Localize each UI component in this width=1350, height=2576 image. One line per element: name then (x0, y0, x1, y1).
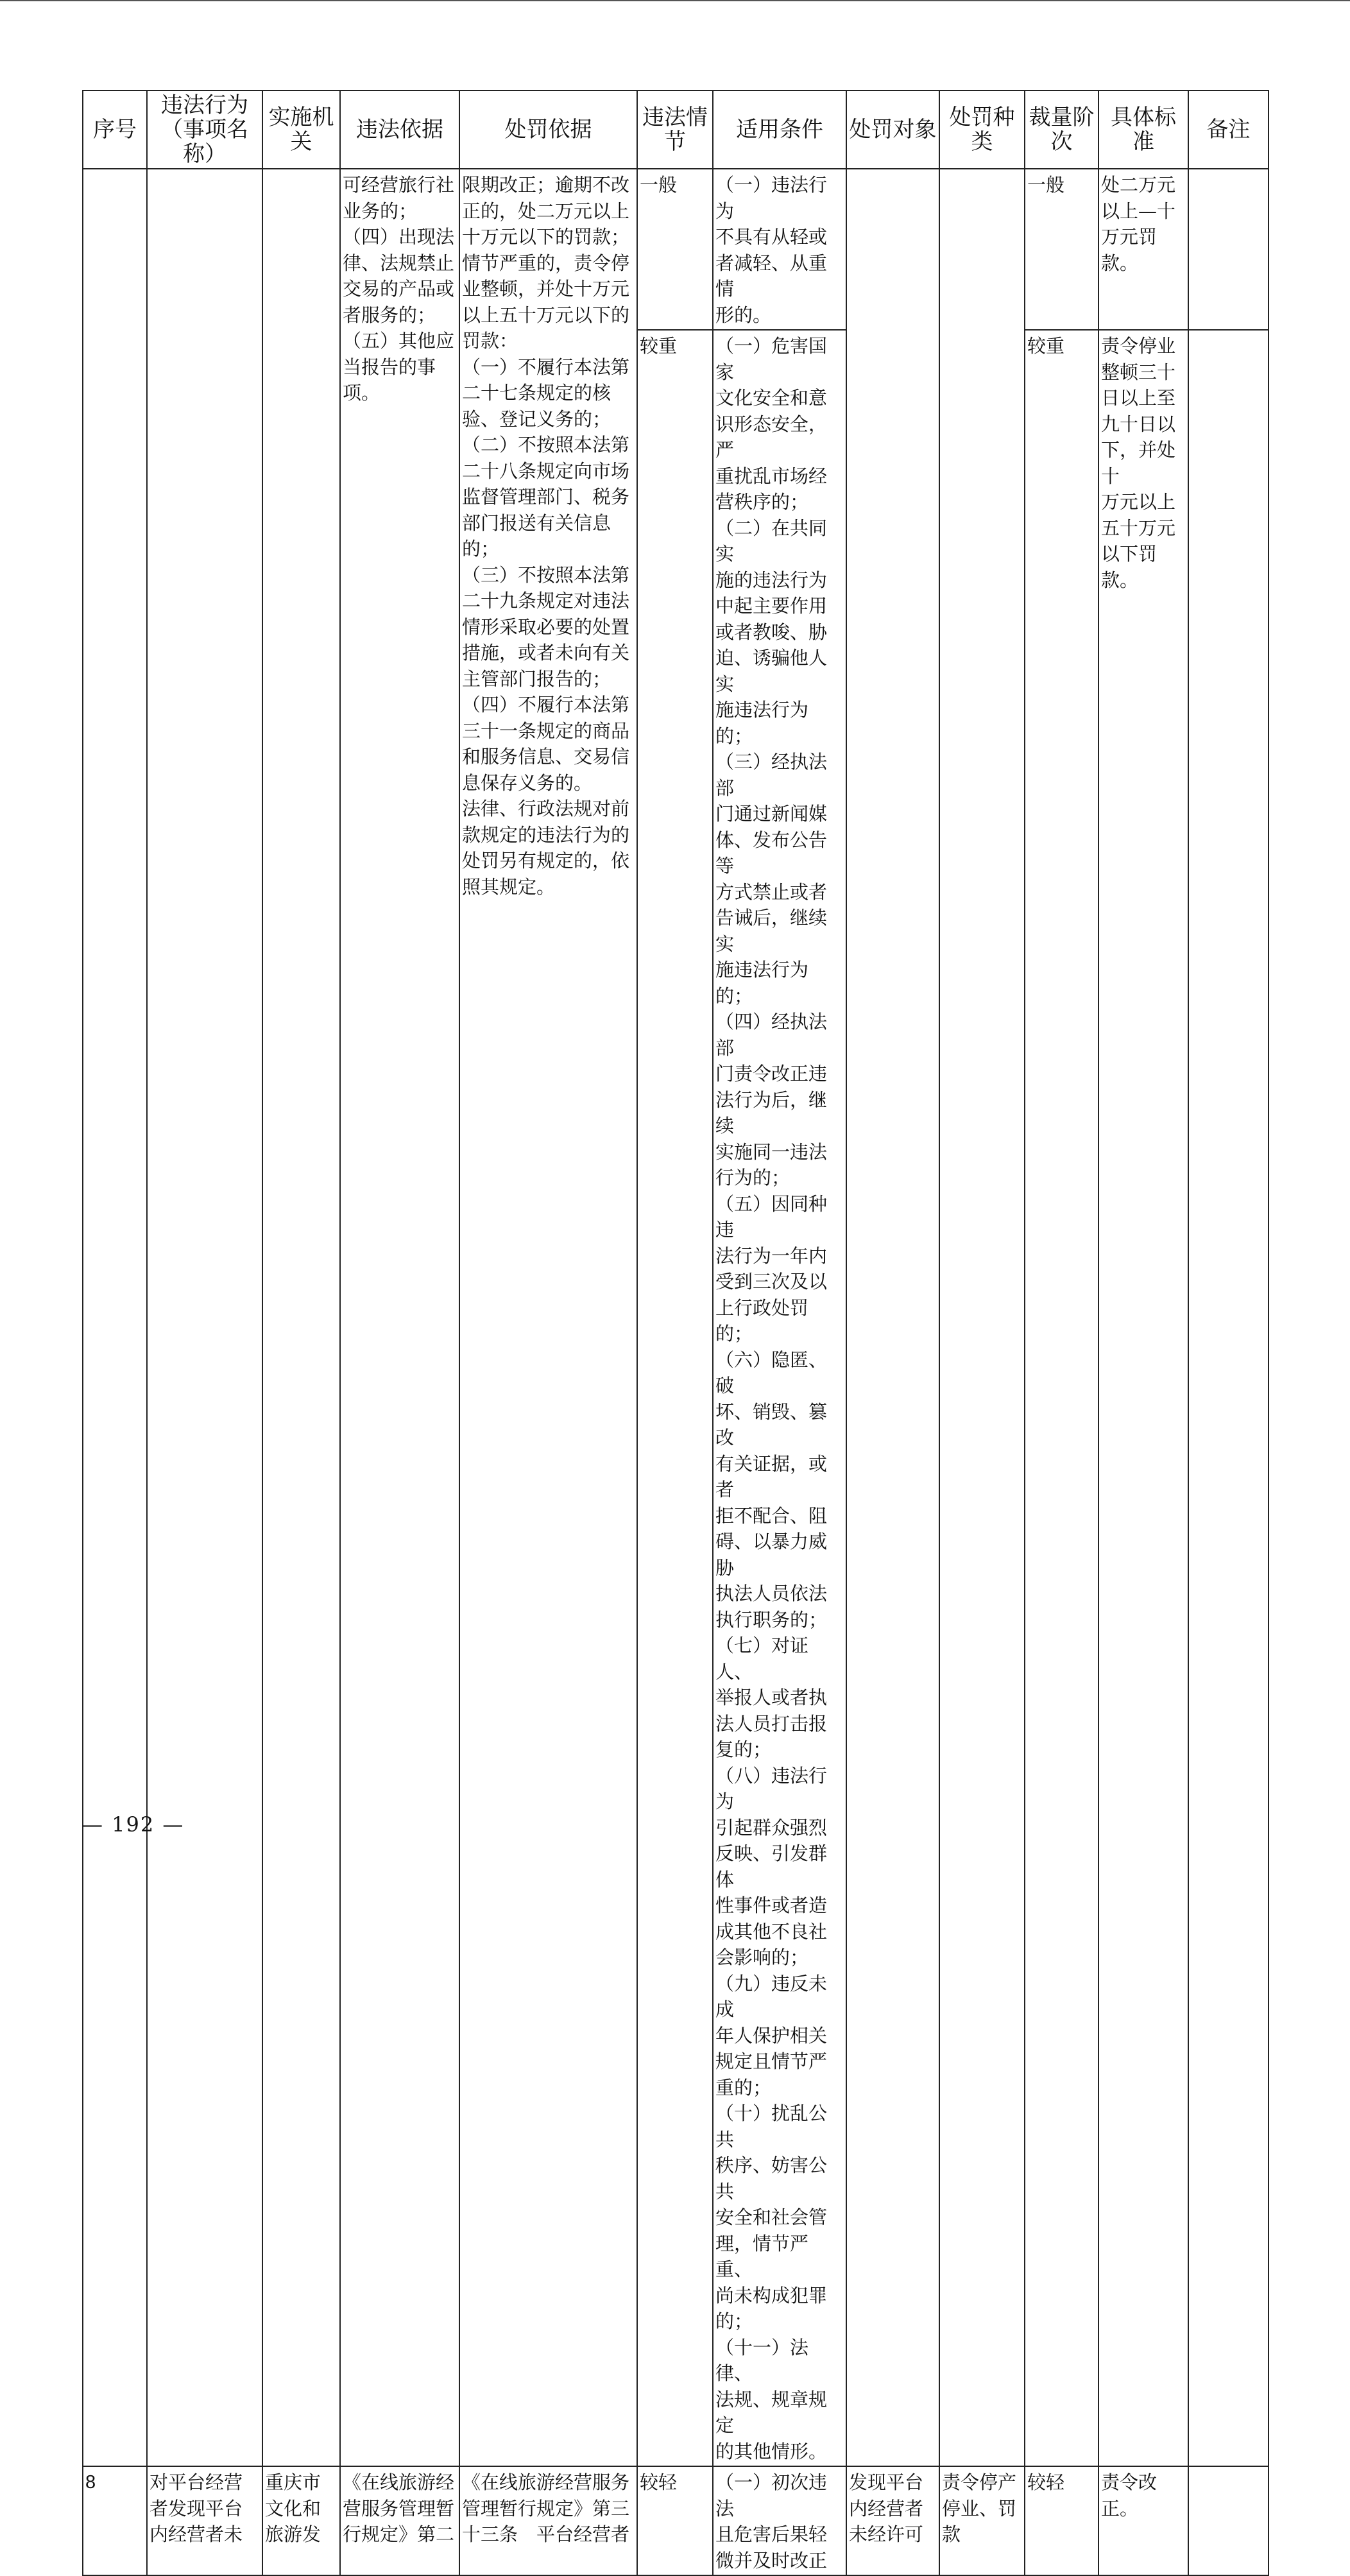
condition-line: 中起主要作用 (715, 595, 828, 617)
standard-line: 日以上至 (1101, 387, 1176, 409)
condition-line: 门责令改正违 (715, 1063, 828, 1085)
condition-line: 者减轻、从重情 (715, 252, 828, 300)
violation-basis-line: 交易的产品或 (343, 278, 455, 300)
header-violation (147, 90, 262, 169)
penalty-basis-line: 罚款： (462, 330, 518, 352)
cell-number-continued (83, 169, 147, 2466)
condition-line: 安全和社会管 (715, 2206, 828, 2228)
cell-level: 较轻 (1025, 2466, 1098, 2575)
cell-standard-serious (1098, 330, 1188, 2466)
cell-number: 8 (83, 2466, 147, 2575)
header-standard-line: 准 (1132, 129, 1154, 155)
penalty-basis-line: 法律、行政法规对前 (462, 798, 630, 820)
page-number: — 192 — (82, 1812, 185, 1837)
condition-line: 的其他情形。 (715, 2440, 828, 2462)
condition-line: 拒不配合、阻 (715, 1504, 828, 1527)
condition-line: 法规、规章规定 (715, 2388, 828, 2436)
condition-line: 不具有从轻或 (715, 226, 828, 248)
header-violation-line: 称） (183, 141, 226, 167)
standard-line: 九十日以 (1101, 413, 1176, 435)
penalty-basis-line: （四）不履行本法第 (462, 694, 630, 716)
penalty-basis-line: 管理暂行规定》第三 (462, 2497, 630, 2520)
penalty-basis-line: 十万元以下的罚款； (462, 226, 630, 248)
standard-line: 下，并处十 (1101, 439, 1176, 487)
cell-remarks-serious (1188, 330, 1269, 2466)
violation-basis-line: 业务的； (343, 200, 418, 222)
violation-basis-line: （四）出现法 (343, 226, 455, 248)
cell-penalty-basis (459, 2466, 637, 2575)
cell-circumstance-general: 一般 (637, 169, 713, 330)
agency-line: 旅游发 (265, 2523, 321, 2545)
violation-basis-line: 《在线旅游经 (343, 2471, 455, 2493)
cell-violation (147, 2466, 262, 2575)
cell-level-general: 一般 (1025, 169, 1098, 330)
penalty-type-line: 责令停产 (942, 2471, 1017, 2493)
standard-line: 万元以上 (1101, 491, 1176, 513)
condition-line: （三）经执法部 (715, 751, 828, 799)
condition-line: 复的； (715, 1739, 772, 1760)
condition-line: 法行为后，继续 (715, 1088, 828, 1137)
penalty-type-line: 款 (942, 2523, 961, 2545)
cell-violation-basis (340, 2466, 459, 2575)
agency-line: 重庆市 (265, 2471, 321, 2493)
table-row-8 (83, 2466, 1269, 2575)
penalty-type-line: 停业、罚 (942, 2497, 1017, 2520)
penalty-basis-line: 款规定的违法行为的 (462, 823, 630, 846)
violation-basis-line: 营服务管理暂 (343, 2497, 455, 2520)
condition-line: 秩序、妨害公共 (715, 2154, 828, 2202)
penalty-basis-line: 限期改正；逾期不改 (462, 174, 630, 196)
violation-basis-line: 行规定》第二 (343, 2523, 455, 2545)
cell-circumstance: 较轻 (637, 2466, 713, 2575)
violation-line: 内经营者未 (150, 2523, 243, 2545)
header-agency-line: 关 (290, 129, 312, 155)
header-level-line: 次 (1050, 129, 1073, 155)
penalty-basis-line: 三十一条规定的商品 (462, 719, 630, 742)
condition-line: 尚未构成犯罪 (715, 2284, 828, 2306)
cell-conditions-general (713, 169, 846, 330)
cell-standard: 责令改正。 (1098, 2466, 1188, 2575)
standard-line: 万元罚款。 (1101, 226, 1158, 274)
penalty-basis-line: 和服务信息、交易信 (462, 746, 630, 768)
penalty-basis-line: 情节严重的，责令停 (462, 252, 630, 274)
condition-line: 文化安全和意 (715, 387, 828, 409)
condition-line: （十一）法律、 (715, 2336, 809, 2384)
condition-line: 方式禁止或者 (715, 880, 828, 903)
condition-line: 法人员打击报 (715, 1712, 828, 1735)
cell-target-continued (846, 169, 939, 2466)
agency-line: 文化和 (265, 2497, 321, 2520)
violation-basis-line: 可经营旅行社 (343, 174, 455, 196)
header-target: 处罚对象 (846, 90, 939, 169)
condition-line: 引起群众强烈 (715, 1816, 828, 1839)
condition-line: 施违法行为的； (715, 699, 809, 747)
condition-line: 反映、引发群体 (715, 1842, 828, 1891)
header-penalty-type-line: 类 (971, 129, 993, 155)
condition-line: 识形态安全，严 (715, 413, 828, 461)
penalty-basis-line: 情形采取必要的处置 (462, 615, 630, 638)
condition-line: 施的违法行为 (715, 569, 828, 591)
cell-remarks-general (1188, 169, 1269, 330)
penalty-basis-line: 验、登记义务的； (462, 408, 611, 430)
condition-line: 成其他不良社 (715, 1920, 828, 1943)
condition-line: 理，情节严重、 (715, 2232, 809, 2280)
condition-line: 法行为一年内 (715, 1244, 828, 1267)
condition-line: 受到三次及以 (715, 1271, 828, 1292)
header-violation-line: （事项名 (161, 117, 248, 142)
cell-circumstance-serious: 较重 (637, 330, 713, 2466)
penalty-basis-line: 监督管理部门、税务 (462, 486, 630, 508)
penalty-basis-line: 部门报送有关信息 (462, 511, 611, 534)
cell-penalty-basis (459, 169, 637, 2466)
cell-conditions (713, 2466, 846, 2575)
condition-line: 有关证据，或者 (715, 1452, 828, 1500)
violation-line: 者发现平台 (150, 2497, 243, 2520)
condition-line: （二）在共同实 (715, 517, 828, 565)
condition-line: 碍、以暴力威胁 (715, 1531, 828, 1579)
cell-target (846, 2466, 939, 2575)
condition-line: 执法人员依法 (715, 1583, 828, 1604)
condition-line: 重的； (715, 2076, 772, 2099)
header-agency (262, 90, 340, 169)
condition-line: 体、发布公告等 (715, 829, 828, 877)
condition-line: 实施同一违法 (715, 1140, 828, 1163)
penalty-basis-line: 措施，或者未向有关 (462, 642, 630, 664)
header-circumstance-line: 节 (664, 129, 686, 155)
penalty-basis-line: 二十七条规定的核 (462, 382, 611, 404)
header-penalty-type-line: 处罚种 (949, 105, 1015, 130)
penalty-basis-line: 正的，处二万元以上 (462, 200, 630, 222)
header-penalty-type (939, 90, 1025, 169)
target-line: 发现平台 (849, 2471, 924, 2493)
condition-line: 门通过新闻媒 (715, 803, 828, 825)
header-level (1025, 90, 1098, 169)
penalty-discretion-table (82, 90, 1269, 2576)
header-level-line: 裁量阶 (1029, 105, 1095, 130)
penalty-basis-line: 息保存义务的。 (462, 771, 593, 794)
target-line: 内经营者 (849, 2497, 924, 2520)
cell-violation-basis (340, 169, 459, 2466)
condition-line: 迫、诱骗他人实 (715, 647, 828, 695)
condition-line: 执行职务的； (715, 1608, 828, 1631)
condition-line: 行为的； (715, 1167, 790, 1189)
condition-line: 且危害后果轻 (715, 2523, 828, 2545)
condition-line: （十）扰乱公共 (715, 2102, 828, 2151)
standard-line: 以上—十 (1101, 200, 1176, 222)
condition-line: （一）初次违法 (715, 2471, 828, 2520)
condition-line: 坏、销毁、篡改 (715, 1400, 828, 1448)
condition-line: 重扰乱市场经 (715, 465, 828, 487)
header-circumstance-line: 违法情 (642, 105, 708, 130)
standard-line: 处二万元 (1101, 174, 1176, 196)
cell-remarks (1188, 2466, 1269, 2575)
table-row-general (83, 169, 1269, 330)
cell-conditions-serious (713, 330, 846, 2466)
cell-penalty-type (939, 2466, 1025, 2575)
standard-line: 五十万元 (1101, 517, 1176, 539)
target-line: 未经许可 (849, 2523, 924, 2545)
condition-line: （七）对证人、 (715, 1635, 809, 1683)
header-row (83, 90, 1269, 169)
header-number: 序号 (83, 90, 147, 169)
condition-line: 年人保护相关 (715, 2024, 828, 2047)
header-violation-basis: 违法依据 (340, 90, 459, 169)
page-top-rule (0, 0, 1350, 1)
cell-agency-continued (262, 169, 340, 2466)
penalty-basis-line: 主管部门报告的； (462, 667, 611, 690)
penalty-basis-line: 《在线旅游经营服务 (462, 2471, 630, 2493)
condition-line: 性事件或者造 (715, 1894, 828, 1916)
penalty-basis-line: 处罚另有规定的，依 (462, 850, 630, 872)
violation-basis-line: （五）其他应 (343, 330, 455, 352)
condition-line: （一）违法行为 (715, 174, 828, 222)
header-penalty-basis: 处罚依据 (459, 90, 637, 169)
header-remarks: 备注 (1188, 90, 1269, 169)
penalty-basis-line: （一）不履行本法第 (462, 356, 630, 378)
penalty-basis-line: 二十九条规定对违法 (462, 590, 630, 612)
header-standard (1098, 90, 1188, 169)
condition-line: 告诫后，继续实 (715, 907, 828, 955)
header-agency-line: 实施机 (268, 105, 334, 130)
penalty-basis-line: （三）不按照本法第 (462, 563, 630, 586)
header-standard-line: 具体标 (1111, 105, 1176, 130)
standard-line: 整顿三十 (1101, 361, 1176, 383)
condition-line: 形的。 (715, 304, 772, 326)
penalty-basis-line: 十三条 平台经营者 (462, 2523, 630, 2545)
condition-line: 规定且情节严 (715, 2050, 828, 2072)
penalty-basis-line: 业整顿，并处十万元 (462, 278, 630, 300)
header-conditions: 适用条件 (713, 90, 846, 169)
standard-line: 责令停业 (1101, 335, 1176, 357)
condition-line: 上行政处罚的； (715, 1296, 809, 1344)
penalty-basis-line: 照其规定。 (462, 875, 556, 898)
cell-level-serious: 较重 (1025, 330, 1098, 2466)
cell-violation-continued (147, 169, 262, 2466)
condition-line: 施违法行为的； (715, 959, 809, 1007)
condition-line: （六）隐匿、破 (715, 1348, 828, 1396)
cell-standard-general (1098, 169, 1188, 330)
condition-line: （四）经执法部 (715, 1011, 828, 1059)
condition-line: 营秩序的； (715, 491, 809, 513)
penalty-basis-line: （二）不按照本法第 (462, 434, 630, 456)
header-circumstance (637, 90, 713, 169)
condition-line: 会影响的； (715, 1946, 809, 1968)
penalty-basis-line: 二十八条规定向市场 (462, 459, 630, 482)
violation-basis-line: 当报告的事 (343, 356, 436, 378)
penalty-basis-line: 以上五十万元以下的 (462, 304, 630, 326)
condition-line: （一）危害国家 (715, 335, 828, 383)
violation-basis-line: 律、法规禁止 (343, 252, 455, 274)
condition-line: （五）因同种违 (715, 1192, 828, 1241)
violation-basis-line: 项。 (343, 382, 380, 404)
violation-line: 对平台经营 (150, 2471, 243, 2493)
penalty-basis-line: 的； (462, 538, 500, 560)
standard-line: 以下罚款。 (1101, 543, 1158, 591)
condition-line: 或者教唆、胁 (715, 621, 828, 643)
cell-penalty-type-continued (939, 169, 1025, 2466)
cell-agency (262, 2466, 340, 2575)
header-violation-line: 违法行为 (161, 92, 248, 118)
condition-line: 微并及时改正 (715, 2549, 828, 2572)
condition-line: （九）违反未成 (715, 1972, 828, 2020)
condition-line: （八）违法行为 (715, 1764, 828, 1812)
condition-line: 举报人或者执 (715, 1687, 828, 1708)
condition-line: 的； (715, 2310, 753, 2332)
violation-basis-line: 者服务的； (343, 304, 436, 326)
